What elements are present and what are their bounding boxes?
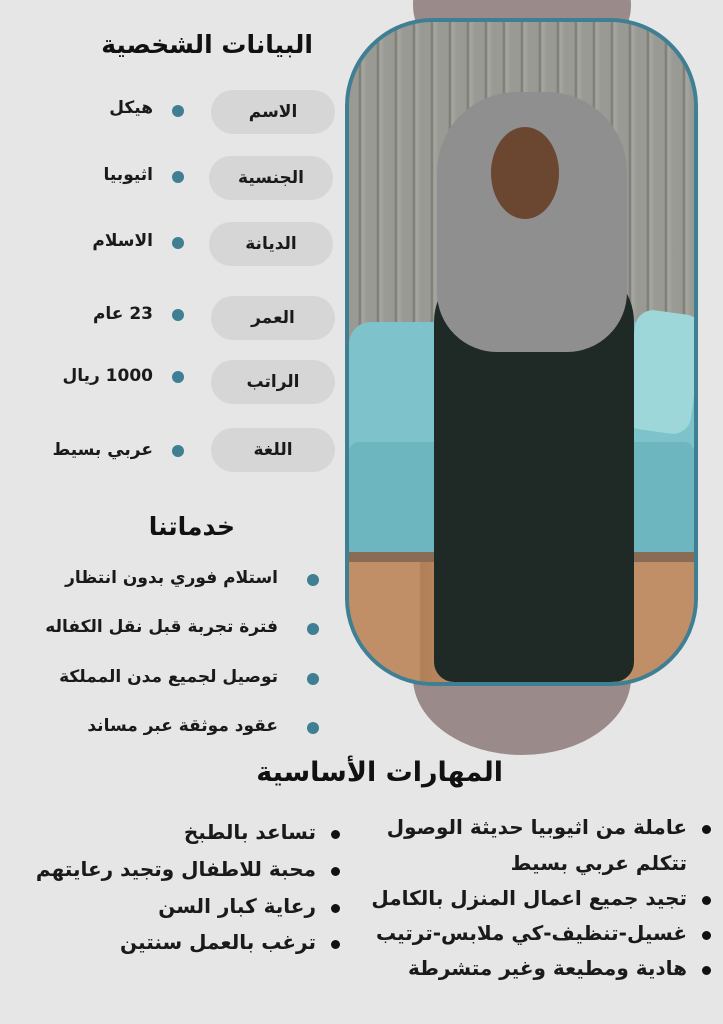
field-label: الديانة [209,222,333,266]
skill-item: تجيد جميع اعمال المنزل بالكامل [371,886,687,910]
service-dot [307,722,319,734]
skill-item: تتكلم عربي بسيط [510,851,687,875]
field-label: العمر [211,296,335,340]
field-dot [172,237,184,249]
skill-bullet [331,867,340,876]
skill-item: محبة للاطفال وتجيد رعايتهم [35,857,316,881]
service-dot [307,673,319,685]
skill-bullet [331,940,340,949]
personal-data-title: البيانات الشخصية [101,30,313,59]
field-value: اثيوبيا [103,165,153,185]
skills-title: المهارات الأساسية [256,757,503,788]
skill-bullet [702,896,711,905]
field-label: الجنسية [209,156,333,200]
skill-item: رعاية كبار السن [158,894,316,918]
field-value: عربي بسيط [52,440,153,460]
skill-bullet [702,931,711,940]
field-dot [172,309,184,321]
field-value: هيكل [109,98,153,118]
service-item: توصيل لجميع مدن المملكة [59,667,278,687]
skill-bullet [331,904,340,913]
field-label: الراتب [211,360,335,404]
field-label: اللغة [211,428,335,472]
services-title: خدماتنا [148,512,235,541]
worker-photo [345,18,698,686]
service-dot [307,574,319,586]
skill-item: عاملة من اثيوبيا حديثة الوصول [386,815,687,839]
service-dot [307,623,319,635]
service-item: فترة تجربة قبل نقل الكفاله [45,617,278,637]
skill-item: هادية ومطيعة وغير متشرطة [407,956,687,980]
skill-bullet [702,966,711,975]
photo-person-face [491,127,559,219]
service-item: استلام فوري بدون انتظار [65,568,278,588]
skill-item: غسيل-تنظيف-كي ملابس-ترتيب [375,921,687,945]
field-value: الاسلام [92,231,153,251]
field-label: الاسم [211,90,335,134]
field-value: 23 عام [92,304,153,324]
skill-bullet [331,830,340,839]
field-dot [172,171,184,183]
service-item: عقود موثقة عبر مساند [87,716,278,736]
skill-bullet [702,825,711,834]
skill-item: تساعد بالطبخ [183,820,316,844]
field-dot [172,445,184,457]
field-dot [172,371,184,383]
field-dot [172,105,184,117]
field-value: 1000 ريال [62,366,153,386]
skill-item: ترغب بالعمل سنتين [120,930,316,954]
